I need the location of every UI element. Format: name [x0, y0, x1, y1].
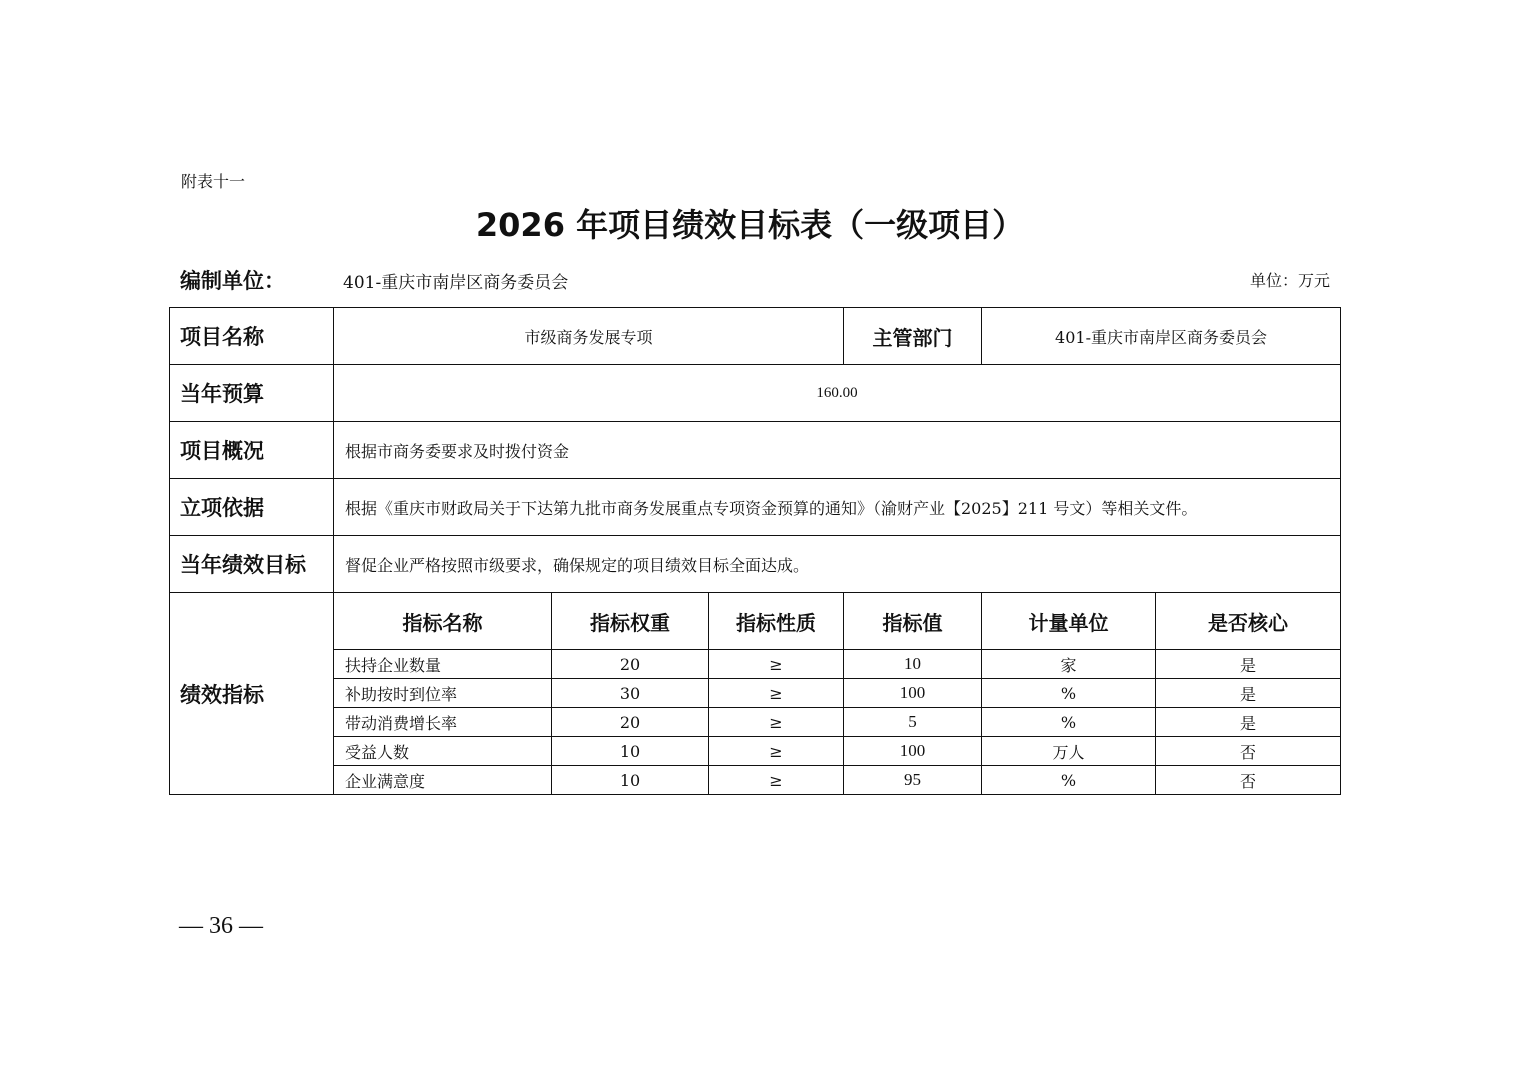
indicator-nature: ≥ — [709, 650, 844, 679]
table-row — [170, 308, 1341, 365]
budget-value: 160.00 — [334, 365, 1341, 422]
header-indicator-value: 指标值 — [844, 593, 982, 650]
indicator-unit: 家 — [982, 650, 1156, 679]
indicator-unit: % — [982, 766, 1156, 795]
goal-value: 督促企业严格按照市级要求，确保规定的项目绩效目标全面达成。 — [334, 536, 1341, 593]
indicator-nature: ≥ — [709, 766, 844, 795]
table-row — [170, 650, 1341, 679]
indicator-name: 补助按时到位率 — [334, 679, 552, 708]
page-title: 2026 年项目绩效目标表（一级项目） — [475, 206, 1025, 244]
header-indicator-core: 是否核心 — [1156, 593, 1341, 650]
indicator-weight: 10 — [552, 766, 709, 795]
indicator-core: 是 — [1156, 708, 1341, 737]
budget-label: 当年预算 — [170, 365, 334, 422]
dept-label: 主管部门 — [844, 308, 982, 365]
table-row — [170, 422, 1341, 479]
table-row — [170, 479, 1341, 536]
table-row — [170, 365, 1341, 422]
header-indicator-name: 指标名称 — [334, 593, 552, 650]
indicator-value: 5 — [844, 708, 982, 737]
overview-label: 项目概况 — [170, 422, 334, 479]
dept-value: 401-重庆市南岸区商务委员会 — [982, 308, 1341, 365]
money-unit: 单位：万元 — [1249, 271, 1330, 290]
indicator-nature: ≥ — [709, 737, 844, 766]
indicator-value: 10 — [844, 650, 982, 679]
indicator-weight: 30 — [552, 679, 709, 708]
indicator-nature: ≥ — [709, 708, 844, 737]
indicator-nature: ≥ — [709, 679, 844, 708]
indicator-weight: 20 — [552, 708, 709, 737]
indicator-core: 是 — [1156, 650, 1341, 679]
indicator-name: 受益人数 — [334, 737, 552, 766]
org-value: 401-重庆市南岸区商务委员会 — [343, 273, 569, 293]
performance-table — [169, 307, 1341, 795]
project-name-label: 项目名称 — [170, 308, 334, 365]
indicator-core: 否 — [1156, 766, 1341, 795]
table-row — [170, 708, 1341, 737]
table-row — [170, 679, 1341, 708]
basis-value: 根据《重庆市财政局关于下达第九批市商务发展重点专项资金预算的通知》（渝财产业【2025】211 号文）等相关文件。 — [334, 479, 1341, 536]
indicator-value: 100 — [844, 679, 982, 708]
indicator-core: 是 — [1156, 679, 1341, 708]
overview-value: 根据市商务委要求及时拨付资金 — [334, 422, 1341, 479]
indicator-weight: 10 — [552, 737, 709, 766]
header-indicator-unit: 计量单位 — [982, 593, 1156, 650]
basis-label: 立项依据 — [170, 479, 334, 536]
page-number: — 36 — — [179, 913, 263, 939]
org-label: 编制单位： — [180, 268, 285, 293]
table-row — [170, 593, 1341, 650]
indicator-weight: 20 — [552, 650, 709, 679]
indicator-name: 企业满意度 — [334, 766, 552, 795]
header-indicator-nature: 指标性质 — [709, 593, 844, 650]
indicator-value: 95 — [844, 766, 982, 795]
indicator-core: 否 — [1156, 737, 1341, 766]
header-indicator-weight: 指标权重 — [552, 593, 709, 650]
indicators-label: 绩效指标 — [170, 593, 334, 795]
table-row — [170, 766, 1341, 795]
indicator-unit: 万人 — [982, 737, 1156, 766]
table-row — [170, 737, 1341, 766]
indicator-value: 100 — [844, 737, 982, 766]
indicator-unit: % — [982, 679, 1156, 708]
indicator-name: 扶持企业数量 — [334, 650, 552, 679]
project-name-value: 市级商务发展专项 — [334, 308, 844, 365]
goal-label: 当年绩效目标 — [170, 536, 334, 593]
table-row — [170, 536, 1341, 593]
indicator-unit: % — [982, 708, 1156, 737]
attachment-label: 附表十一 — [181, 172, 246, 191]
indicator-name: 带动消费增长率 — [334, 708, 552, 737]
